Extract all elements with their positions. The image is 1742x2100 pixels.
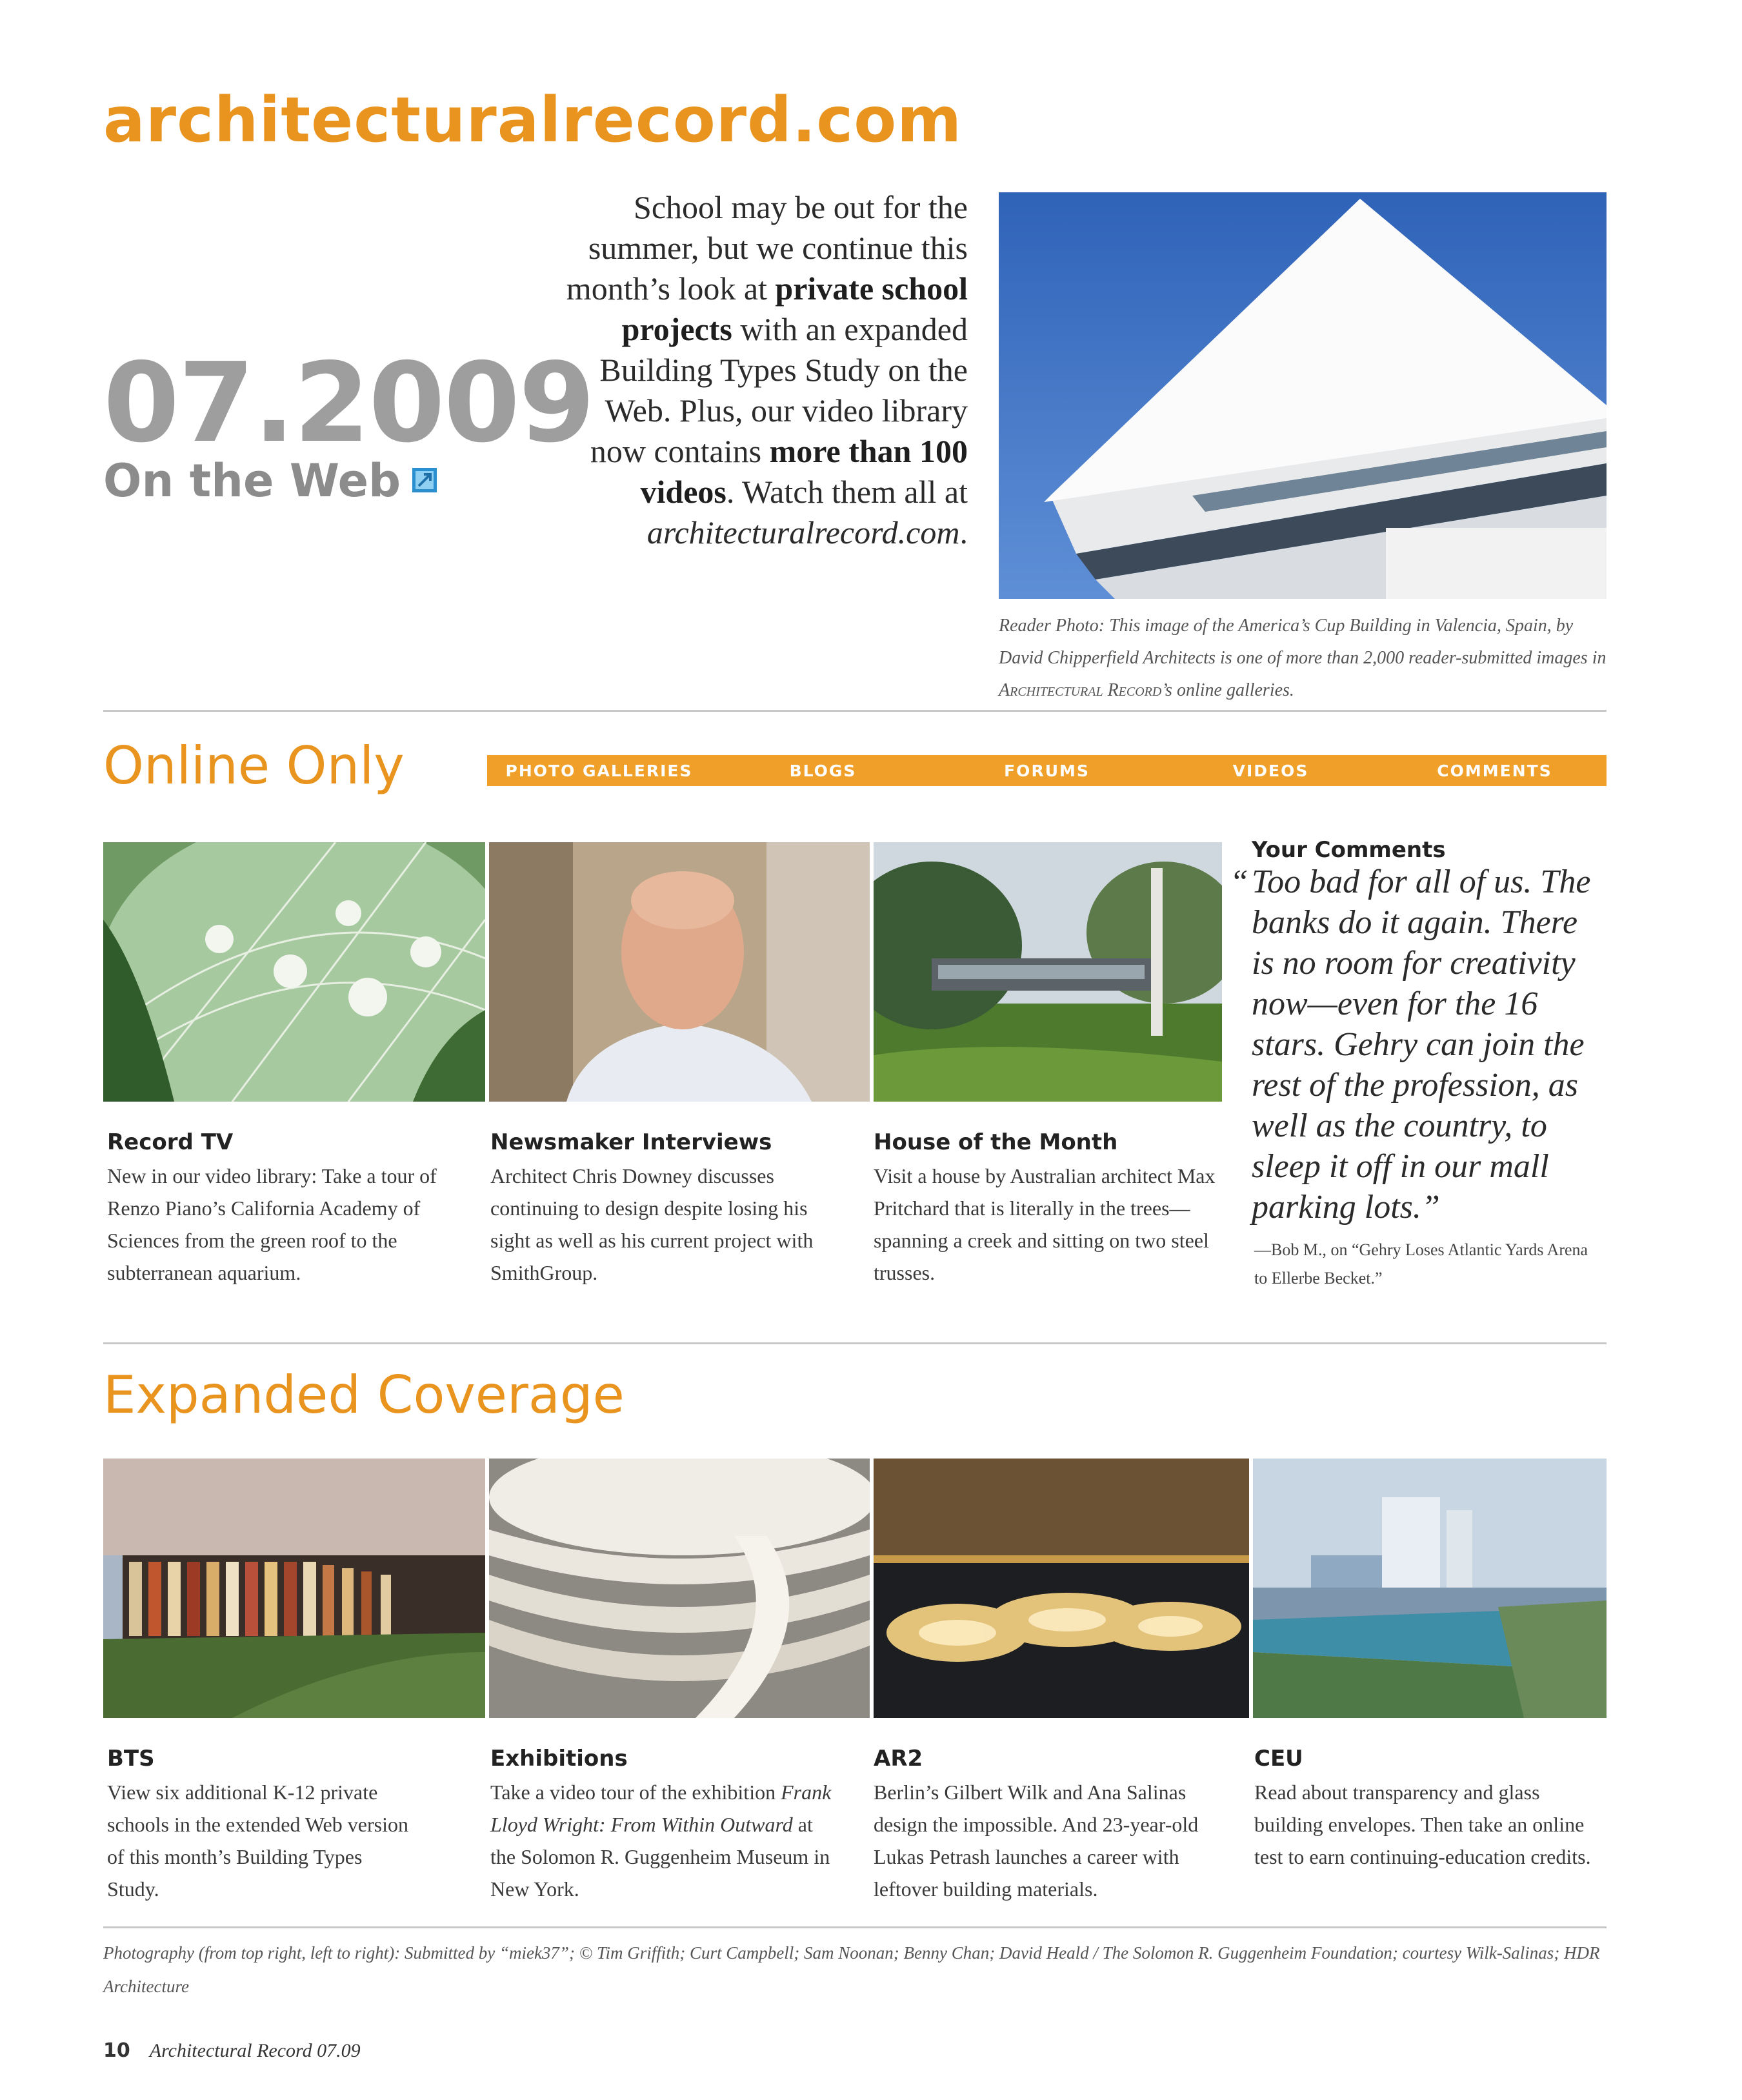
bts-description: View six additional K-12 private schools in the extended Web version of this month’s Building Types Study. — [107, 1781, 408, 1901]
exhibition-name: Frank Lloyd Wright: From Within Outward — [490, 1781, 832, 1836]
ceu-title[interactable]: CEU — [1254, 1746, 1303, 1772]
exhibitions-text: at the Solomon R. Guggenheim Museum in New York. — [490, 1813, 830, 1901]
section-divider — [103, 1342, 1607, 1344]
section-divider — [103, 710, 1607, 712]
exhibitions-description — [490, 1776, 839, 1905]
page-number: 10 — [103, 2039, 130, 2062]
record-tv-description: New in our video library: Take a tour of Renzo Piano’s California Academy of Sciences from the green roof to the subterranean aquarium. — [107, 1164, 437, 1284]
ar2-night-structure-photo[interactable] — [874, 1459, 1249, 1718]
exhibitions-text: Take a video tour of the exhibition — [490, 1781, 781, 1804]
nav-videos[interactable]: VIDEOS — [1232, 761, 1309, 780]
intro-highlight-videos: more than 100 videos — [640, 433, 968, 510]
caption-text: ’s online galleries. — [1161, 680, 1294, 700]
photo-credits: Photography (from top right, left to right): Submitted by “miek37”; © Tim Griffith; Curt Campbell; Sam Noonan; Benny Chan; David Heald / The Solomon R. Guggenheim Foundation; courtesy Wilk-Salinas; HDR Architecture — [103, 1943, 1600, 1996]
intro-site-link[interactable]: architecturalrecord.com — [646, 514, 960, 550]
online-only-heading: Online Only — [103, 736, 405, 796]
intro-text-part: . Watch them all at — [726, 474, 968, 510]
your-comments-title: Your Comments — [1252, 837, 1446, 863]
ar2-description: Berlin’s Gilbert Wilk and Ana Salinas design the impossible. And 23-year-old Lukas Petrash launches a career with leftover building materials. — [874, 1781, 1199, 1901]
expanded-coverage-heading: Expanded Coverage — [103, 1365, 625, 1425]
caption-brand: Architectural Record — [999, 680, 1162, 700]
section-divider — [103, 1926, 1607, 1928]
guggenheim-exhibition-photo[interactable] — [489, 1459, 870, 1718]
intro-text — [555, 187, 968, 553]
intro-text-part: . — [959, 514, 968, 550]
bts-school-photo[interactable] — [103, 1459, 485, 1718]
bts-title[interactable]: BTS — [107, 1746, 155, 1772]
caption-text: Reader Photo: This image of the America’s Cup Building in Valencia, Spain, by David Chipperfield Architects is one of more than 2,000 reader-submitted images in — [999, 616, 1607, 668]
external-link-icon — [412, 468, 437, 492]
ar2-title[interactable]: AR2 — [874, 1746, 923, 1772]
house-of-the-month-description: Visit a house by Australian architect Max Pritchard that is literally in the trees—spanning a creek and sitting on two steel trusses. — [874, 1164, 1216, 1284]
intro-text-part: with an expanded Building Types Study on the Web. Plus, our video library now contains — [590, 311, 968, 469]
record-tv-photo[interactable] — [103, 842, 485, 1102]
house-of-the-month-photo[interactable] — [874, 842, 1222, 1102]
reader-comment-quote — [1230, 862, 1600, 1227]
issue-date: 07.2009 — [103, 339, 594, 467]
newsmaker-interview-photo[interactable] — [489, 842, 870, 1102]
house-of-the-month-title[interactable]: House of the Month — [874, 1129, 1118, 1155]
page-footer — [103, 2039, 361, 2062]
nav-comments[interactable]: COMMENTS — [1437, 761, 1552, 780]
site-title: architecturalrecord.com — [103, 84, 963, 156]
hero-photo-caption — [999, 610, 1612, 707]
online-nav-bar — [487, 755, 1607, 786]
reader-comment-text: Too bad for all of us. The banks do it again. There is no room for creativity now—even for the 16 stars. Gehry can join the rest of the profession, as well as the country, to sleep it off in our mall parking lots.” — [1252, 863, 1591, 1226]
nav-blogs[interactable]: BLOGS — [789, 761, 857, 780]
nav-photo-galleries[interactable]: PHOTO GALLERIES — [505, 761, 693, 780]
comment-attribution: —Bob M., on “Gehry Loses Atlantic Yards Arena to Ellerbe Becket.” — [1254, 1240, 1588, 1287]
nav-forums[interactable]: FORUMS — [1004, 761, 1090, 780]
newsmaker-interviews-title[interactable]: Newsmaker Interviews — [490, 1129, 772, 1155]
on-the-web-label: On the Web — [103, 454, 401, 507]
publication-issue: Architectural Record 07.09 — [149, 2040, 361, 2061]
open-quote-mark: “ — [1230, 863, 1248, 900]
on-the-web-heading — [103, 454, 437, 507]
newsmaker-interviews-description: Architect Chris Downey discusses continuing to design despite losing his sight as well as his current project with SmithGroup. — [490, 1164, 814, 1284]
ceu-description: Read about transparency and glass building envelopes. Then take an online test to earn continuing-education credits. — [1254, 1781, 1591, 1868]
exhibitions-title[interactable]: Exhibitions — [490, 1746, 628, 1772]
intro-highlight-private-schools: private school projects — [621, 270, 968, 347]
record-tv-title[interactable]: Record TV — [107, 1129, 234, 1155]
intro-text-part: School may be out for the summer, but we continue this month’s look at — [566, 189, 968, 307]
ceu-city-rendering-photo[interactable] — [1253, 1459, 1607, 1718]
hero-photo-americas-cup-building — [999, 192, 1607, 599]
